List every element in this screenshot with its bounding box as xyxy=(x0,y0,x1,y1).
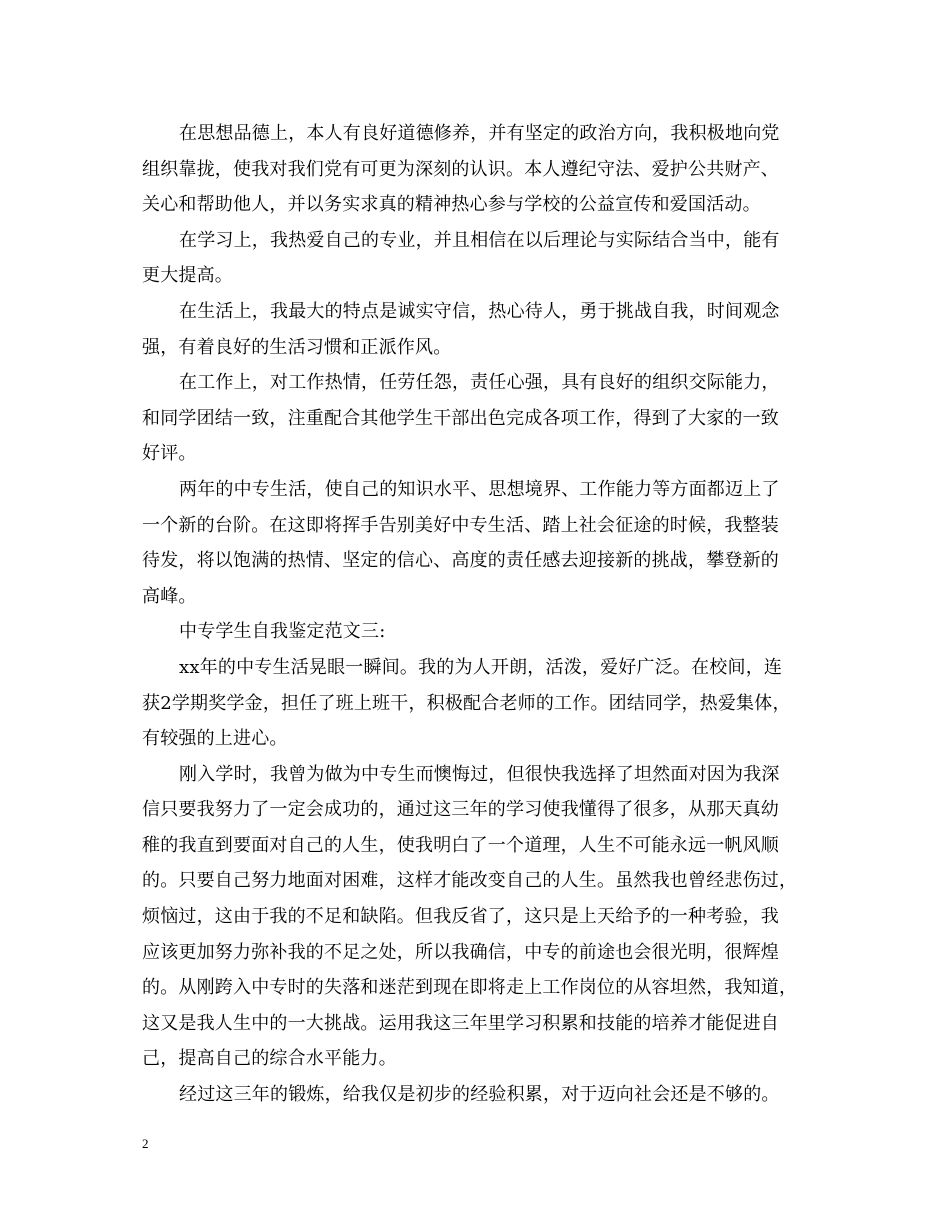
text-line: xx年的中专生活晃眼一瞬间。我的为人开朗，活泼，爱好广泛。在校间，连 xyxy=(179,656,783,678)
text-line: 更大提高。 xyxy=(142,265,233,287)
text-line: 的。只要自己努力地面对困难，这样才能改变自己的人生。虽然我也曾经悲伤过， xyxy=(142,870,798,892)
text-line: 关心和帮助他人，并以务实求真的精神热心参与学校的公益宣传和爱国活动。 xyxy=(142,194,761,216)
text-line: 稚的我直到要面对自己的人生，使我明白了一个道理，人生不可能永远一帆风顺 xyxy=(142,834,779,856)
text-line: 经过这三年的锻炼，给我仅是初步的经验积累，对于迈向社会还是不够的。 xyxy=(179,1084,780,1106)
document-body xyxy=(142,116,822,1113)
text-line: 在思想品德上，本人有良好道德修养，并有坚定的政治方向，我积极地向党 xyxy=(179,123,780,144)
text-line: 的。从刚跨入中专时的失落和迷茫到现在即将走上工作岗位的从容坦然，我知道， xyxy=(142,977,798,999)
text-line: 高峰。 xyxy=(142,585,197,607)
text-line: 在生活上，我最大的特点是诚实守信，热心待人，勇于挑战自我，时间观念 xyxy=(179,300,780,322)
text-line: 信只要我努力了一定会成功的，通过这三年的学习使我懂得了很多，从那天真幼 xyxy=(142,799,779,821)
text-line: 刚入学时，我曾为做为中专生而懊悔过，但很快我选择了坦然面对因为我深 xyxy=(179,763,780,785)
text-line: 应该更加努力弥补我的不足之处，所以我确信，中专的前途也会很光明，很辉煌 xyxy=(142,941,779,963)
text-line: 有较强的上进心。 xyxy=(142,728,288,750)
text-line: 烦恼过，这由于我的不足和缺陷。但我反省了，这只是上天给予的一种考验，我 xyxy=(142,906,779,928)
text-line: 待发，将以饱满的热情、坚定的信心、高度的责任感去迎接新的挑战，攀登新的 xyxy=(142,550,779,572)
text-line: 获2学期奖学金，担任了班上班干，积极配合老师的工作。团结同学，热爱集体， xyxy=(142,692,791,714)
text-line: 在工作上，对工作热情，任劳任怨，责任心强，具有良好的组织交际能力， xyxy=(179,372,780,394)
text-line: 这又是我人生中的一大挑战。运用我这三年里学习积累和技能的培养才能促进自 xyxy=(142,1012,779,1034)
text-line: 己，提高自己的综合水平能力。 xyxy=(142,1048,397,1070)
text-line: 在学习上，我热爱自己的专业，并且相信在以后理论与实际结合当中，能有 xyxy=(179,229,780,251)
section-heading: 中专学生自我鉴定范文三: xyxy=(179,621,386,643)
text-line: 一个新的台阶。在这即将挥手告别美好中专生活、踏上社会征途的时候，我整装 xyxy=(142,514,779,536)
text-line: 好评。 xyxy=(142,443,197,465)
text-line: 组织靠拢，使我对我们党有可更为深刻的认识。本人遵纪守法、爱护公共财产、 xyxy=(142,158,779,180)
text-line: 两年的中专生活，使自己的知识水平、思想境界、工作能力等方面都迈上了 xyxy=(179,478,780,500)
text-line: 强，有着良好的生活习惯和正派作风。 xyxy=(142,336,452,358)
text-line: 和同学团结一致，注重配合其他学生干部出色完成各项工作，得到了大家的一致 xyxy=(142,407,779,429)
page-number: 2 xyxy=(142,1136,149,1151)
